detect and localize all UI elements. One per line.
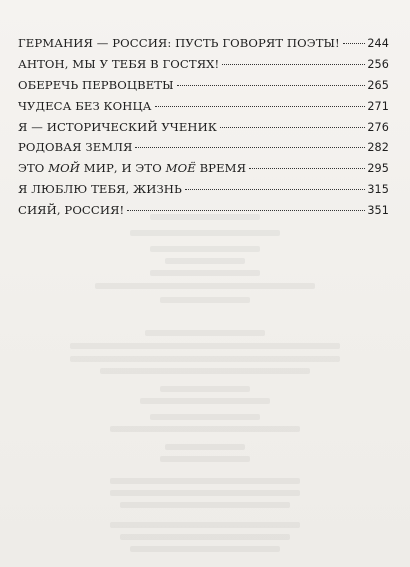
toc-title-part: РОДОВАЯ ЗЕМЛЯ xyxy=(18,140,133,155)
toc-page-number: 276 xyxy=(367,120,389,134)
toc-entry xyxy=(18,117,389,138)
toc-title-italic-part: МОЁ xyxy=(165,161,196,176)
toc-entry-title xyxy=(18,96,152,117)
toc-entry xyxy=(18,75,389,96)
toc-title-part: ЭТО xyxy=(18,161,49,176)
dot-leader xyxy=(249,168,365,169)
dot-leader xyxy=(177,85,366,86)
toc-page-number: 282 xyxy=(367,141,389,155)
toc-entry xyxy=(18,33,389,54)
toc-entry xyxy=(18,54,389,75)
toc-title-part: МИР, И ЭТО xyxy=(80,161,166,176)
toc-title-part: Я — ИСТОРИЧЕСКИЙ УЧЕНИК xyxy=(18,119,217,134)
toc-entry xyxy=(18,137,389,158)
toc-page-number: 244 xyxy=(367,37,389,50)
toc-page-number: 265 xyxy=(367,78,389,92)
toc-entry-title xyxy=(18,137,132,158)
toc-entry-title xyxy=(18,54,219,75)
dot-leader xyxy=(222,64,365,65)
toc-title-part: ЧУДЕСА БЕЗ КОНЦА xyxy=(18,98,152,113)
toc-entry xyxy=(18,200,389,221)
toc-page-number: 295 xyxy=(367,162,389,176)
toc-entry-title xyxy=(18,75,174,96)
toc-entry xyxy=(18,158,389,179)
toc-title-part: АНТОН, МЫ У ТЕБЯ В ГОСТЯХ! xyxy=(18,56,220,71)
toc-title-part: ГЕРМАНИЯ — РОССИЯ: ПУСТЬ ГОВОРЯТ ПОЭТЫ! xyxy=(18,36,340,50)
toc-page-number: 271 xyxy=(367,99,389,113)
toc-title-part: ВРЕМЯ xyxy=(195,161,247,176)
dot-leader xyxy=(343,43,366,44)
toc-entry-title xyxy=(18,158,246,179)
toc-page-number: 351 xyxy=(367,204,389,218)
dot-leader xyxy=(220,127,365,128)
toc-title-part: Я ЛЮБЛЮ ТЕБЯ, ЖИЗНЬ xyxy=(18,182,182,197)
toc-entry xyxy=(18,179,389,200)
toc-entry-title xyxy=(18,33,340,54)
toc-page-number: 315 xyxy=(367,183,389,197)
dot-leader xyxy=(155,106,366,107)
dot-leader xyxy=(185,189,365,190)
toc-entry-title xyxy=(18,179,182,200)
dot-leader xyxy=(135,147,365,148)
table-of-contents xyxy=(18,33,389,221)
toc-entry-title xyxy=(18,200,124,221)
dot-leader xyxy=(127,210,365,211)
toc-entry xyxy=(18,96,389,117)
toc-title-italic-part: МОЙ xyxy=(48,161,80,176)
toc-title-part: СИЯЙ, РОССИЯ! xyxy=(18,203,125,218)
toc-page-number: 256 xyxy=(367,57,389,71)
toc-entry-title xyxy=(18,117,217,138)
toc-title-part: ОБЕРЕЧЬ ПЕРВОЦВЕТЫ xyxy=(18,77,174,92)
